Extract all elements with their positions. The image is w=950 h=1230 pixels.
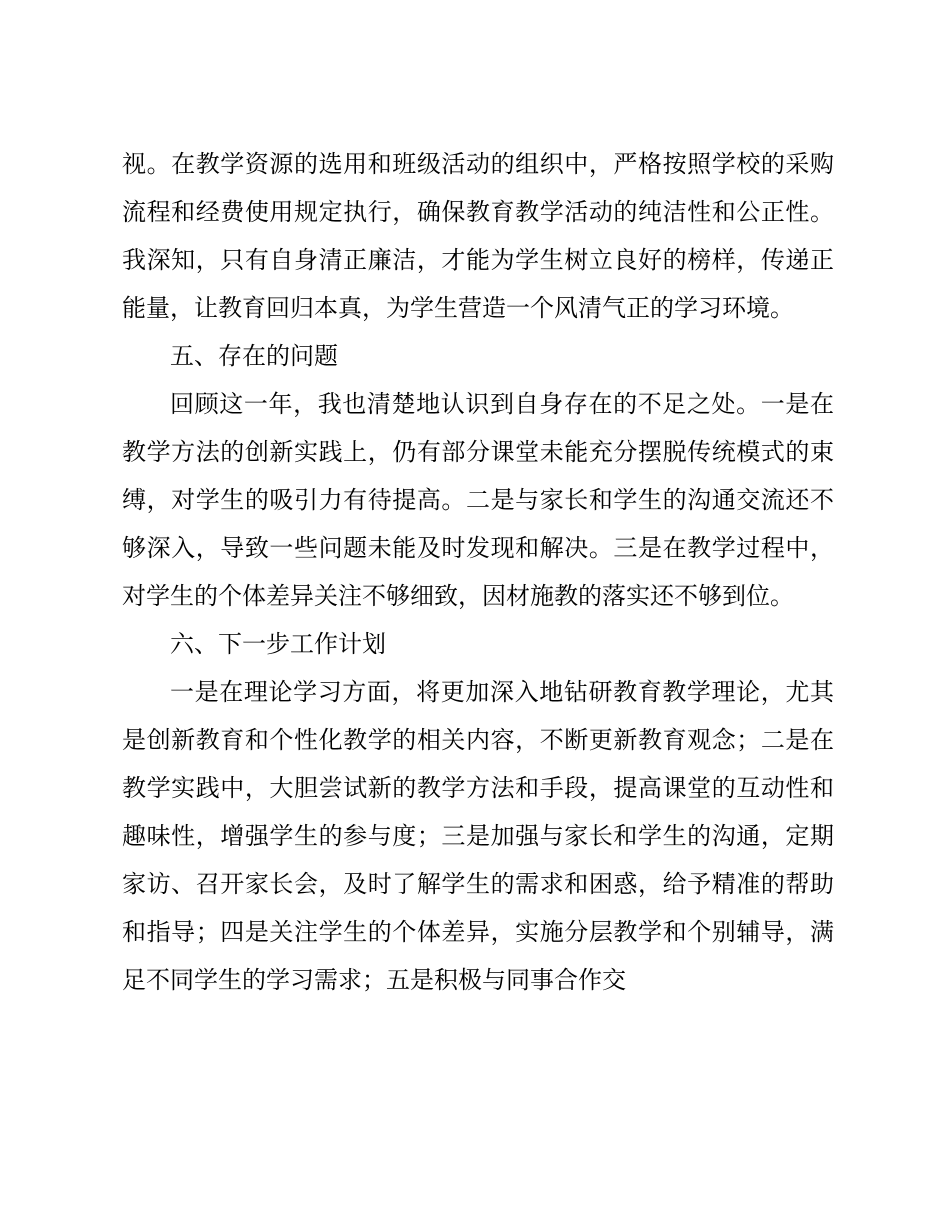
paragraph-integrity-continuation: 视。在教学资源的选用和班级活动的组织中，严格按照学校的采购流程和经费使用规定执行，确保教育教学活动的纯洁性和公正性。我深知，只有自身清正廉洁，才能为学生树立良好的榜样，传递正能量，让教育回归本真，为学生营造一个风清气正的学习环境。 — [122, 150, 834, 322]
section-heading-existing-problems: 五、存在的问题 — [170, 342, 338, 370]
document-body — [122, 140, 834, 1004]
section-heading-next-steps: 六、下一步工作计划 — [170, 630, 386, 658]
paragraph-existing-problems: 回顾这一年，我也清楚地认识到自身存在的不足之处。一是在教学方法的创新实践上，仍有部分课堂未能充分摆脱传统模式的束缚，对学生的吸引力有待提高。二是与家长和学生的沟通交流还不够深入，导致一些问题未能及时发现和解决。三是在教学过程中，对学生的个体差异关注不够细致，因材施教的落实还不够到位。 — [122, 390, 834, 610]
paragraph-next-steps: 一是在理论学习方面，将更加深入地钻研教育教学理论，尤其是创新教育和个性化教学的相关内容，不断更新教育观念；二是在教学实践中，大胆尝试新的教学方法和手段，提高课堂的互动性和趣味性，增强学生的参与度；三是加强与家长和学生的沟通，定期家访、召开家长会，及时了解学生的需求和困惑，给予精准的帮助和指导；四是关注学生的个体差异，实施分层教学和个别辅导，满足不同学生的学习需求；五是积极与同事合作交 — [122, 678, 834, 994]
